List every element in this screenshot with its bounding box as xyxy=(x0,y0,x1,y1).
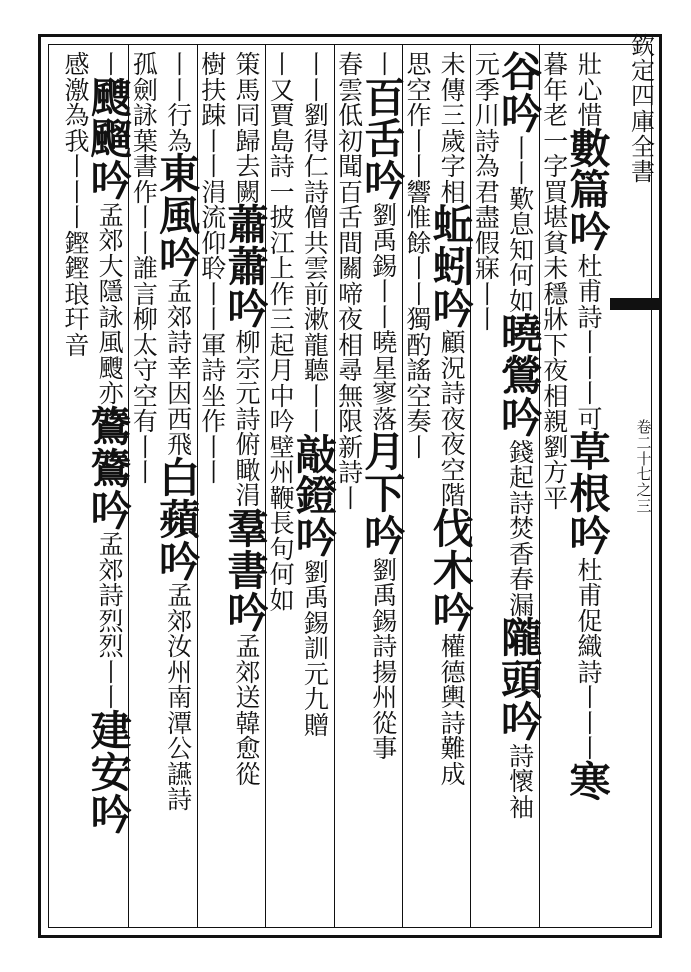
text-column: 暮 年 老 一 字 買 堪 貧 未 穩 牀 下 夜 相 親 劉 方 平 xyxy=(543,50,569,513)
text-column: 丨 颼 飀 吟 孟 郊 大 隱 詠 風 颼 亦 鷟 鷟 吟 孟 郊 詩 烈 烈 丨 丨 建 安 吟 xyxy=(90,50,132,839)
text-column: 思 空 作 丨 丨 響 惟 餘 丨 丨 獨 酌 謠 空 奏 丨 xyxy=(406,50,432,462)
text-column: 元 季 川 詩 為 君 盡 假 寐 丨 丨 xyxy=(474,50,500,334)
text-column: 丨 百 舌 吟 劉 禹 錫 丨 丨 曉 星 寥 落 月 下 吟 劉 禹 錫 詩 揚 州 從 事 xyxy=(364,50,406,764)
text-column: 丨 丨 劉 得 仁 詩 僧 共 雲 前 漱 龍 聽 丨 丨 敲 鐙 吟 劉 禹 錫 訓 元 九 贈 xyxy=(295,50,337,740)
text-column: 谷 吟 丨 丨 歎 息 知 何 如 曉 鶯 吟 錢 起 詩 焚 香 春 漏 隴 頭 吟 詩 懷 袖 xyxy=(501,48,543,822)
text-column: 未 傳 三 歲 字 相 蚯 蚓 吟 顧 況 詩 夜 夜 空 階 伐 木 吟 權 德 輿 詩 難 成 xyxy=(432,50,474,789)
text-column: 壯 心 惜 數 篇 吟 杜 甫 詩 丨 丨 丨 可 草 根 吟 杜 甫 促 織 詩 丨 丨 丨 寒 xyxy=(569,50,611,806)
text-column: 丨 丨 行 為 東 風 吟 孟 郊 詩 幸 因 西 飛 白 蘋 吟 孟 郊 汝 州 南 潭 公 讌 詩 xyxy=(159,50,201,815)
text-column: 策 馬 同 歸 去 闕 蕭 蕭 吟 柳 宗 元 詩 俯 瞰 涓 羣 書 吟 孟 郊 送 韓 愈 從 xyxy=(227,50,269,789)
text-column: 感 激 為 我 丨 丨 丨 鏗 鏗 琅 玕 音 xyxy=(64,50,90,360)
edge-title: 欽 定 四 庫 全 書 xyxy=(631,32,655,186)
text-column: 春 雲 低 初 聞 百 舌 間 關 啼 夜 相 尋 無 限 新 詩 丨 xyxy=(338,50,364,513)
text-column: 丨 又 賈 島 詩 一 披 江 上 作 三 起 月 中 吟 壁 州 鞭 長 句 何 如 xyxy=(269,50,295,615)
edge-volume: 卷 二 十 七 之 三 xyxy=(636,418,652,515)
text-column: 樹 扶 踈 丨 丨 涓 流 仰 聆 丨 丨 軍 詩 坐 作 丨 丨 xyxy=(201,50,227,487)
text-column: 孤 劍 詠 葉 書 作 丨 丨 誰 言 柳 太 守 空 有 丨 丨 xyxy=(132,50,158,487)
